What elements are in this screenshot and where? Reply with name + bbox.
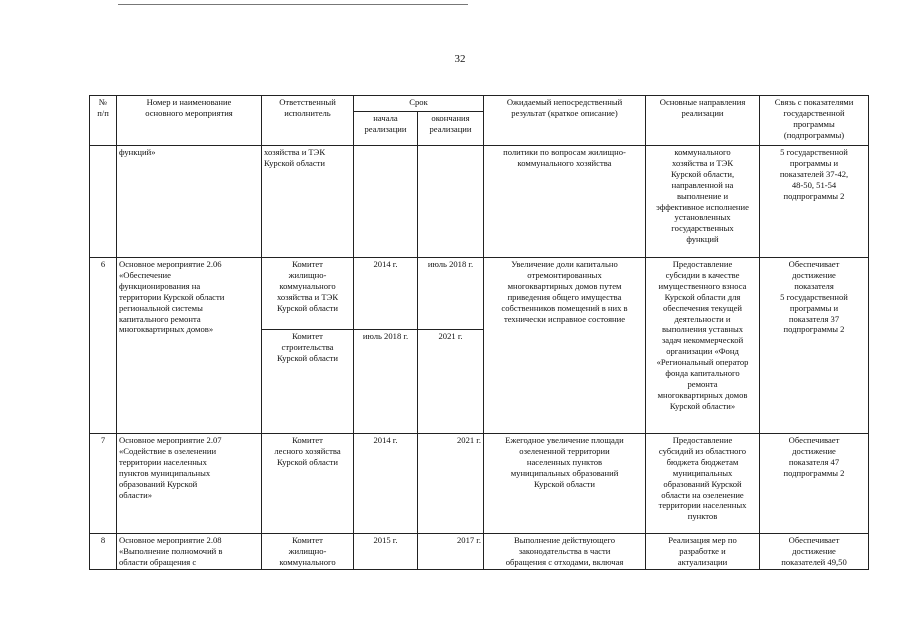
cell-directions: Предоставление субсидии в качестве имущественного взноса Курской области для обеспечения текущей деятельности и выполнения уставных задач некоммерческой организации «Фонд «Региональный оператор фонда капитального ремонта многоквартирных домов Курской области»	[646, 258, 760, 434]
page-number: 32	[454, 53, 466, 65]
header-directions: Основные направления реализации	[646, 96, 760, 146]
cell-end	[418, 146, 484, 258]
cell-name: Основное мероприятие 2.07 «Содействие в озеленении территории населенных пунктов муниципальных образований Курской области»	[117, 434, 262, 534]
cell-result: Ежегодное увеличение площади озелененной территории населенных пунктов муниципальных образований Курской области	[484, 434, 646, 534]
cell-link: Обеспечивает достижение показателей 49,50	[760, 534, 869, 570]
header-term: Срок	[354, 96, 484, 112]
cell-start	[354, 146, 418, 258]
header-row	[90, 96, 869, 112]
table-row	[90, 146, 869, 258]
cell-executor: Комитет лесного хозяйства Курской области	[262, 434, 354, 534]
measures-table	[89, 95, 869, 570]
header-executor: Ответственный исполнитель	[262, 96, 354, 146]
cell-link: Обеспечивает достижение показателя 5 государственной программы и показателя 37 подпрограммы 2	[760, 258, 869, 434]
cell-start: 2015 г.	[354, 534, 418, 570]
header-result: Ожидаемый непосредственный результат (краткое описание)	[484, 96, 646, 146]
cell-result: Выполнение действующего законодательства в части обращения с отходами, включая	[484, 534, 646, 570]
header-name: Номер и наименование основного мероприятия	[117, 96, 262, 146]
header-link: Связь с показателями государственной программы (подпрограммы)	[760, 96, 869, 146]
cell-executor: Комитет строительства Курской области	[262, 330, 354, 434]
table-row	[90, 534, 869, 570]
cell-executor: Комитет жилищно- коммунального хозяйства и ТЭК Курской области	[262, 258, 354, 330]
cell-executor: Комитет жилищно- коммунального	[262, 534, 354, 570]
cell-result: политики по вопросам жилищно- коммунального хозяйства	[484, 146, 646, 258]
cell-link: 5 государственной программы и показателей 37-42, 48-50, 51-54 подпрограммы 2	[760, 146, 869, 258]
cell-directions: Предоставление субсидий из областного бюджета бюджетам муниципальных образований Курской области на озеленение территории населенных пунктов	[646, 434, 760, 534]
cell-link: Обеспечивает достижение показателя 47 подпрограммы 2	[760, 434, 869, 534]
cell-name: Основное мероприятие 2.06 «Обеспечение функционирования на территории Курской области региональной системы капитального ремонта многоквартирных домов»	[117, 258, 262, 434]
header-num: № п/п	[90, 96, 117, 146]
header-start: начала реализации	[354, 112, 418, 146]
cell-name: Основное мероприятие 2.08 «Выполнение полномочий в области обращения с	[117, 534, 262, 570]
table-row	[90, 434, 869, 534]
cell-executor: хозяйства и ТЭК Курской области	[262, 146, 354, 258]
header-end: окончания реализации	[418, 112, 484, 146]
cell-num: 7	[90, 434, 117, 534]
cell-result: Увеличение доли капитально отремонтированных многоквартирных домов путем приведения общего имущества собственников помещений в них в технически исправное состояние	[484, 258, 646, 434]
cell-end: 2017 г.	[418, 534, 484, 570]
cell-num: 8	[90, 534, 117, 570]
cell-start: июль 2018 г.	[354, 330, 418, 434]
cell-num: 6	[90, 258, 117, 434]
cell-end: 2021 г.	[418, 330, 484, 434]
scan-top-line	[118, 4, 468, 5]
cell-end: 2021 г.	[418, 434, 484, 534]
cell-end: июль 2018 г.	[418, 258, 484, 330]
cell-start: 2014 г.	[354, 434, 418, 534]
cell-start: 2014 г.	[354, 258, 418, 330]
table-row	[90, 258, 869, 330]
cell-directions: Реализация мер по разработке и актуализации	[646, 534, 760, 570]
cell-directions: коммунального хозяйства и ТЭК Курской области, направленной на выполнение и эффективное исполнение установленных государственных функций	[646, 146, 760, 258]
cell-num	[90, 146, 117, 258]
cell-name: функций»	[117, 146, 262, 258]
